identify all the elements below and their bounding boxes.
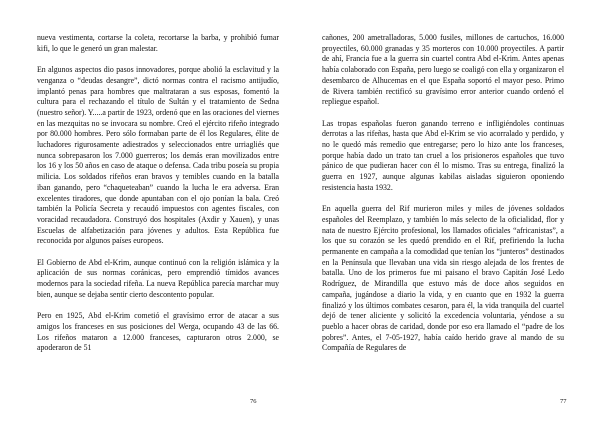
right-page — [300, 0, 600, 424]
right-text-column — [322, 33, 564, 354]
paragraph: nueva vestimenta, cortarse la coleta, recortarse la barba, y prohibió fumar kifi, lo que le generó un gran malestar. — [37, 33, 279, 53]
paragraph: Pero en 1925, Abd el-Krim cometió el gravísimo error de atacar a sus amigos los franceses en sus posiciones del Werga, ocupando 43 de las 66. Los rifeños mataron a 12.000 franceses, capturaron otros 2.000, se apoderaron de 51 — [37, 311, 279, 353]
paragraph: En aquella guerra del Rif murieron miles y miles de jóvenes soldados españoles del Reemplazo, y también lo más selecto de la oficialidad, flor y nata de nuestro Ejército profesional, los llamados oficiales “africanistas”, a los que su corazón se les quedó prendido en el Rif, prefiriendo la lucha permanente en campaña a la comodidad que tenían los “junteros” destinados en la Península que llevaban una vida sin riesgo alejada de los frentes de batalla. Uno de los primeros fue mi paisano el bravo Capitán José Ledo Rodríguez, de Mirandilla que estuvo más de doce años seguidos en campaña, jugándose a diario la vida, y en cuanto que en 1932 la guerra finalizó y los últimos combates cesaron, para él, la vida tranquila del cuartel dejó de tener aliciente y solicitó la excedencia voluntaria, yéndose a su pueblo a hacer obras de caridad, donde por eso era llamado el “padre de los pobres”. Antes, el 7-05-1927, había caído herido grave al mando de su Compañía de Regulares de — [322, 204, 564, 353]
left-text-column — [37, 33, 279, 354]
paragraph: El Gobierno de Abd el-Krim, aunque continuó con la religión islámica y la aplicación de sus normas coránicas, pero emprendió tímidos avances modernos para la sociedad rifeña. La nueva República parecía marchar muy bien, aunque se dejaba sentir cierto descontento popular. — [37, 257, 279, 299]
page-number: 77 — [560, 398, 567, 405]
paragraph: En algunos aspectos dio pasos innovadores, porque abolió la esclavitud y la venganza o “deudas desangre”, dictó normas contra el racismo antijudío, implantó penas para hombres que maltrataran a sus esposas, fomentó la cultura para el rechazando el título de Sultán y el tratamiento de Sedna (nuestro señor). Y.....a partir de 1923, ordenó que en las oraciones del viernes en las mezquitas no se invocara su nombre. Creó el ejército rifeño integrado por 80.000 hombres. Pero sólo formaban parte de él los Regulares, élite de luchadores rigurosamente adiestrados y seleccionados entre urriagliés que nunca sobrepasaron los 7.000 guerreros; los demás eran movilizados entre los 16 y los 50 años en caso de ataque o defensa. Cada tribu poseía su propia milicia. Los soldados rifeños eran bravos y temibles cuando en la batalla iban ganando, pero “chaqueteaban” cuando la lucha le era adversa. Eran excelentes tiradores, que donde apuntaban con el ojo ponían la bala. Creó también la Policía Secreta y recaudó impuestos con agentes fiscales, con voracidad recaudadora. Construyó dos hospitales (Axdir y Xauen), y unas Escuelas de alfabetización para jóvenes y adultos. Esta República fue reconocida por algunos países europeos. — [37, 65, 279, 246]
paragraph: cañones, 200 ametralladoras, 5.000 fusiles, millones de cartuchos, 16.000 proyectiles, 60.000 granadas y 35 morteros con 10.000 proyectiles. A partir de ahí, Francia fue a la guerra sin cuartel contra Abd el-Krim. Antes apenas había colaborado con España, pero luego se coaligó con ella y organizaron el desembarco de Alhucemas en el que España soportó el mayor peso. Primo de Rivera también rectificó su gravísimo error anterior cuando ordenó el repliegue español. — [322, 33, 564, 107]
page-number: 76 — [250, 398, 257, 405]
paragraph: Las tropas españolas fueron ganando terreno e infligiéndoles continuas derrotas a las rifeñas, hasta que Abd el-Krim se vio acorralado y perdido, y no le quedó más remedio que entregarse; pero lo hizo ante los franceses, porque había dado un trato tan cruel a los prisioneros españoles que tuvo pánico de que pudieran hacer con él lo mismo. Tras su entrega, finalizó la guerra en 1927, aunque algunas kabilas aisladas siguieron oponiendo resistencia hasta 1932. — [322, 118, 564, 192]
